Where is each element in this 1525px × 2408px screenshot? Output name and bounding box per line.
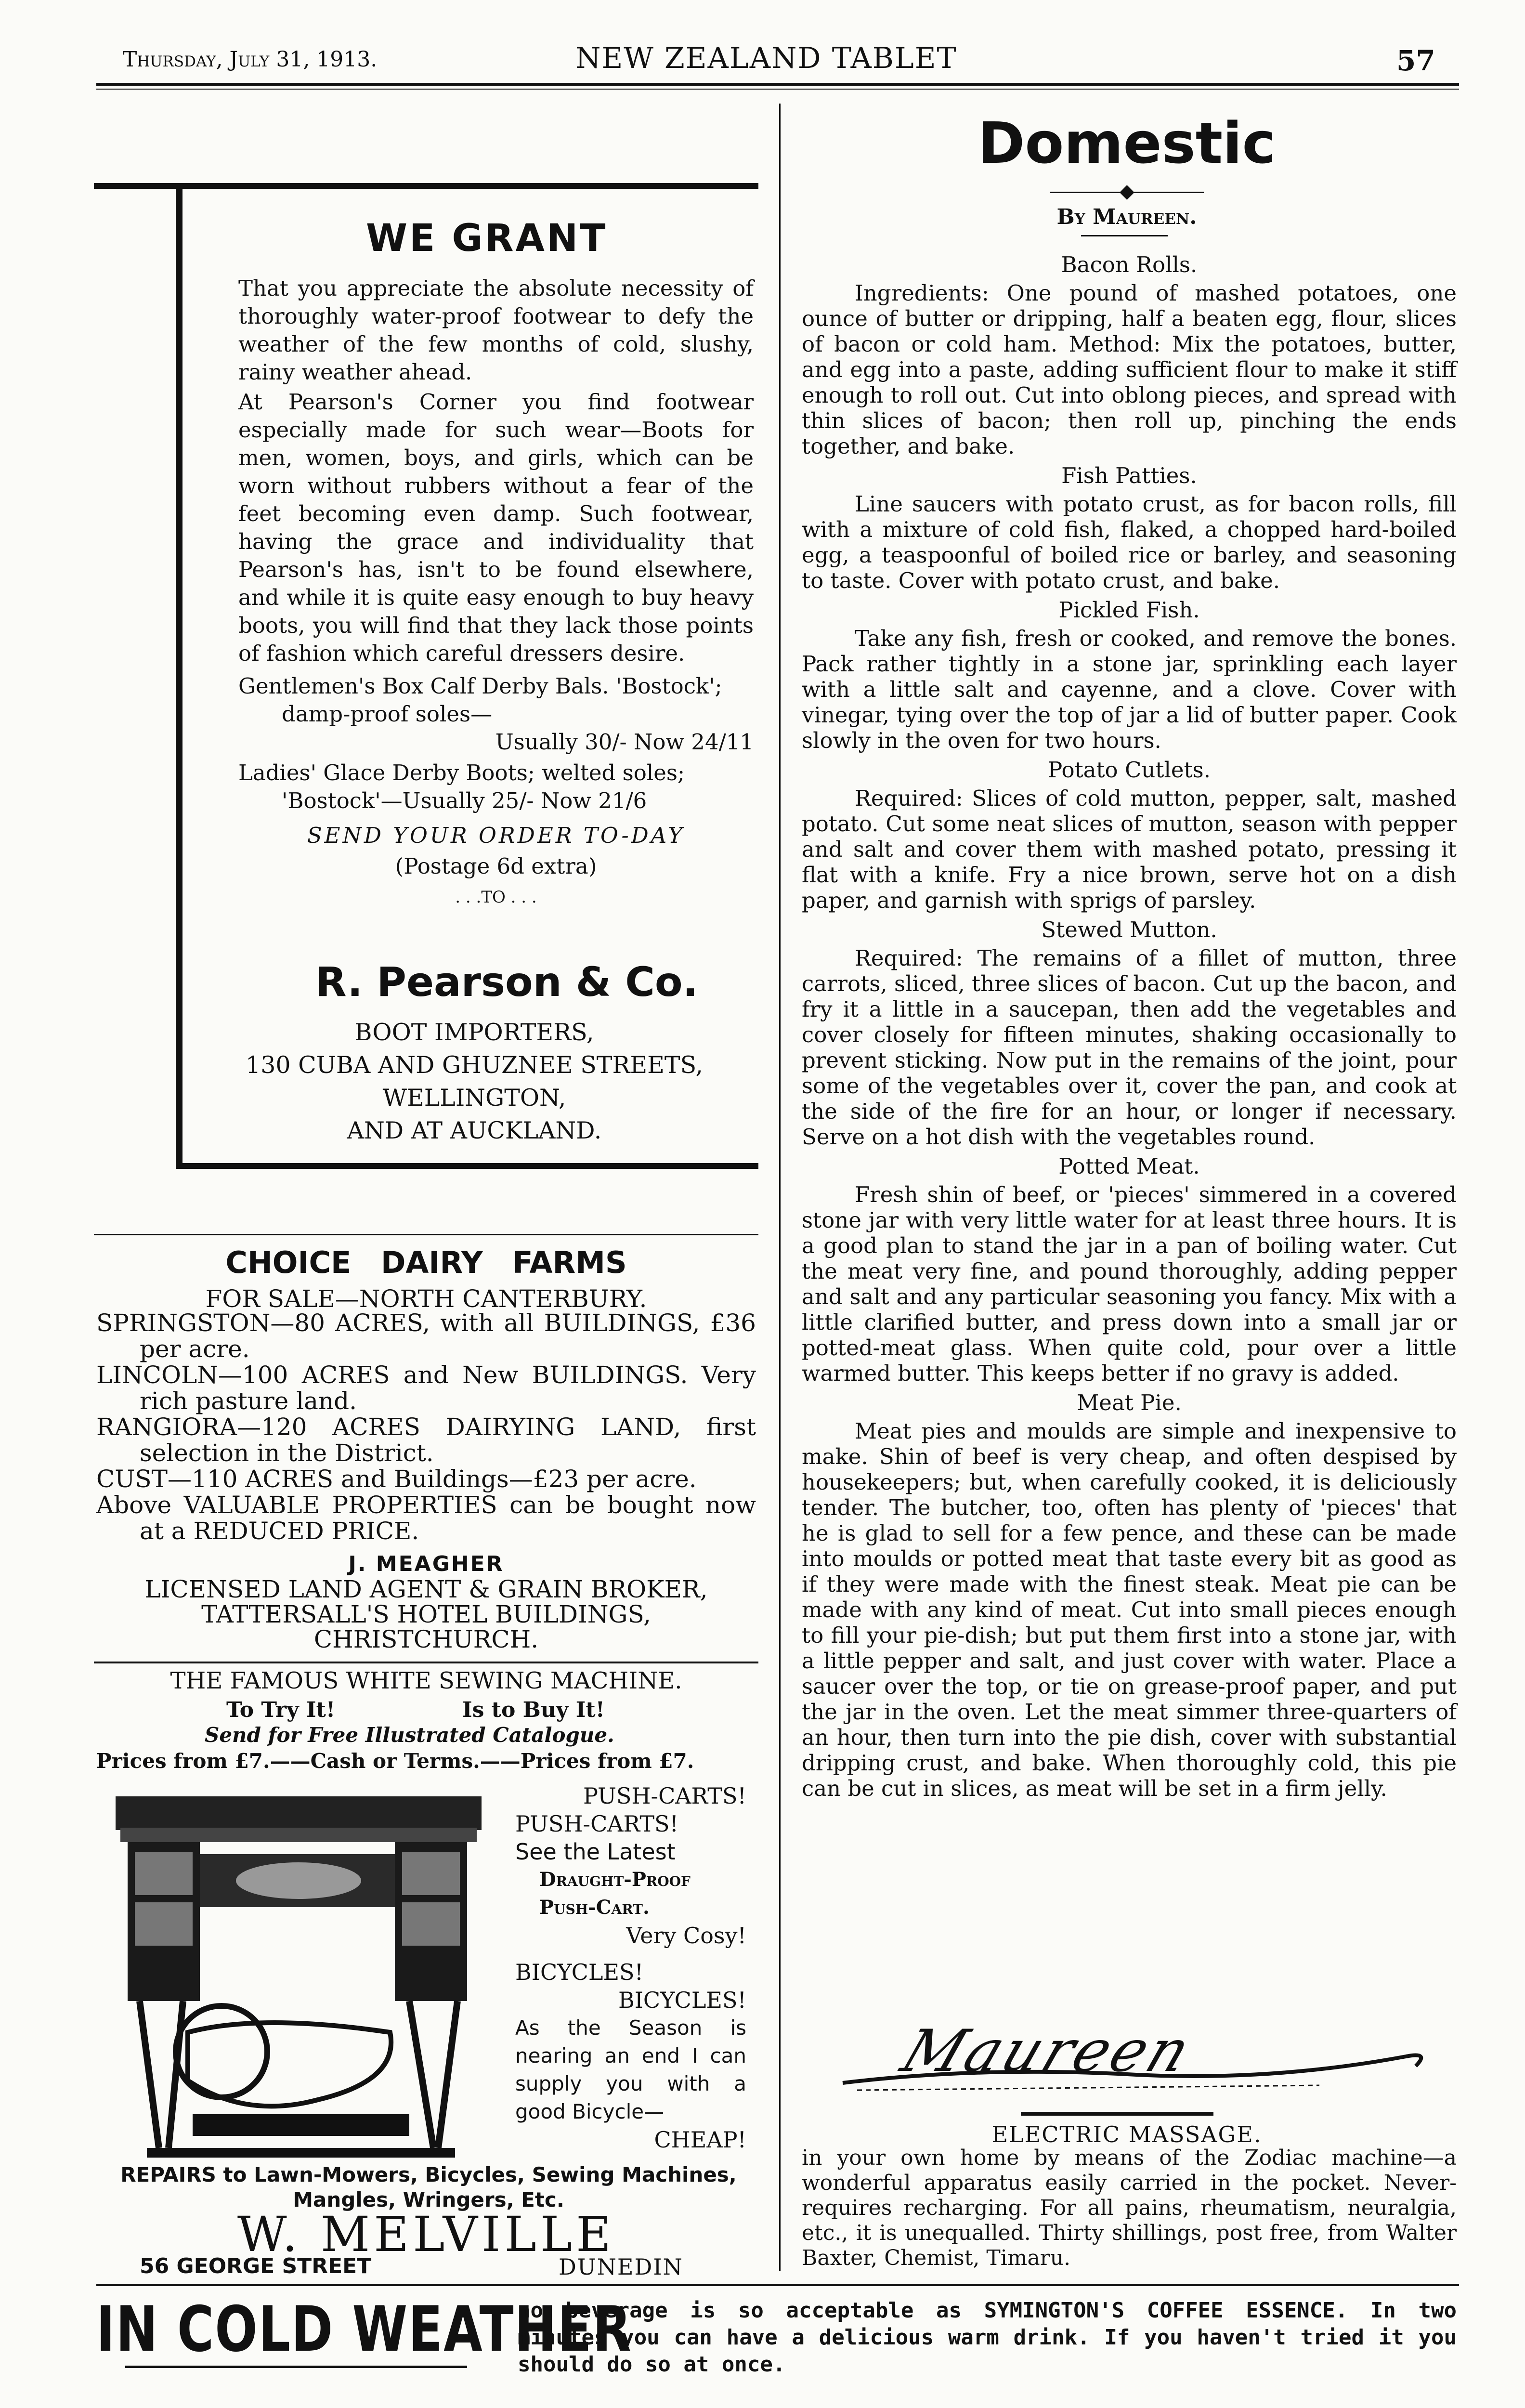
- dairy-agent-line-3: CHRISTCHURCH.: [313, 1625, 539, 1653]
- pearson-company-name: R. Pearson & Co.: [315, 958, 698, 1006]
- header-rule: [96, 83, 1459, 86]
- pearson-ad-bottom-border: [176, 1163, 758, 1169]
- recipe-pickled-fish-title: Pickled Fish.: [1058, 597, 1200, 623]
- dairy-agent-name: J. MEAGHER: [348, 1552, 504, 1576]
- massage-ad-text: in your own home by means of the Zodiac machine—a wonderful apparatus easily carried in the pocket. Never-requires recharging. For all pains, rheumatism, neuralgia, etc., it is unequalled. Thirty shillings, post free, from Walter Baxter, Chemist, Timaru.: [802, 2146, 1457, 2270]
- pearson-ad-body: [238, 275, 754, 911]
- dairy-agent: [94, 1552, 758, 1652]
- domestic-recipes: [802, 248, 1457, 1801]
- melville-city: DUNEDIN: [559, 2254, 683, 2280]
- recipe-meat-pie-title: Meat Pie.: [1077, 1390, 1182, 1415]
- domestic-heading: Domestic: [978, 110, 1276, 176]
- maureen-signature: Maureen: [893, 2018, 1202, 2085]
- recipe-meat-pie-text: Meat pies and moulds are simple and inexpensive to make. Shin of beef is very cheap, and often despised by housekeepers; but, when carefully cooked, it is deliciously tender. The butcher, too, often has plenty of 'pieces' that he is glad to sell for a few pence, and these can be made into moulds or potted meat that taste every bit as good as if they were made with the finest steak. Meat pie can be made with any kind of meat. Cut into small pieces enough to fill your pie-dish; but put them first into a stone jar, with a little pepper and salt, and just cover with water. Place a saucer over the top, or tie on grease-proof paper, and put the jar in the oven. Let the meat simmer three-quarters of an hour, then turn into the pie dish, cover with substantial dripping crust, and bake. When thoroughly cold, this pie can be cut in slices, as meat will be set in a firm jelly.: [802, 1418, 1457, 1801]
- dairy-listing-note: Above VALUABLE PROPERTIES can be bought now at a REDUCED PRICE.: [96, 1491, 756, 1545]
- pearson-ad-to: . . .TO . . .: [455, 888, 537, 907]
- recipe-pickled-fish-text: Take any fish, fresh or cooked, and remove the bones. Pack rather tightly in a stone jar, sprinkling each layer with a little salt and cayenne, and a clove. Cover with vinegar, tying over the top of jar a lid of butter paper. Cook slowly in the oven for two hours.: [802, 626, 1457, 753]
- pearson-ad-item-1: Gentlemen's Box Calf Derby Bals. 'Bostock'; damp-proof soles—: [238, 673, 722, 727]
- coffee-ad-heading-underline: [125, 2366, 467, 2368]
- domestic-ornament-icon: ◆: [1120, 180, 1134, 202]
- header-rule-thin: [96, 89, 1459, 90]
- pushcart-text: [515, 1782, 746, 2154]
- bicycles-season: As the Season is nearing an end I can supply you with a good Bicycle—: [515, 2016, 746, 2123]
- sewing-ad-heading: THE FAMOUS WHITE SEWING MACHINE.: [170, 1667, 682, 1694]
- dairy-ad-listings: [96, 1310, 756, 1544]
- pushcart-cosy: Very Cosy!: [626, 1923, 746, 1949]
- pushcart-see: See the Latest: [515, 1839, 676, 1865]
- pushcart-name: Push-Cart.: [539, 1896, 650, 1919]
- domestic-byline: By Maureen.: [1056, 205, 1197, 229]
- bicycles-line-2: BICYCLES!: [618, 1987, 746, 2013]
- coffee-ad-heading: IN COLD WEATHER: [96, 2292, 632, 2366]
- bottom-ad-rule: [96, 2284, 1459, 2286]
- sewing-ad-repairs: REPAIRS to Lawn-Mowers, Bicycles, Sewing Machines, Mangles, Wringers, Etc.: [120, 2163, 737, 2212]
- melville-name: W. MELVILLE: [237, 2206, 615, 2263]
- pearson-ad-paragraph-1: That you appreciate the absolute necessity of thoroughly water-proof footwear to defy the weather of the few months of cold, slushy, rainy weather ahead.: [238, 275, 754, 385]
- dairy-ad-top-rule: [94, 1234, 758, 1235]
- pearson-ad-postage: (Postage 6d extra): [395, 853, 597, 879]
- dairy-agent-line-1: LICENSED LAND AGENT & GRAIN BROKER,: [144, 1575, 708, 1603]
- pearson-address: [202, 1016, 746, 1147]
- dairy-listing-lincoln: LINCOLN—100 ACRES and New BUILDINGS. Very rich pasture land.: [96, 1361, 756, 1415]
- recipe-potato-cutlets-text: Required: Slices of cold mutton, pepper, salt, mashed potato. Cut some neat slices of mutton, season with pepper and salt and cover them with mashed potato, pressing it flat with a knife. Fry a nice brown, serve hot on a dish paper, and garnish with sprigs of parsley.: [802, 785, 1457, 913]
- pearson-address-line-4: AND AT AUCKLAND.: [347, 1117, 602, 1144]
- recipe-potted-meat-title: Potted Meat.: [1058, 1153, 1200, 1179]
- column-divider: [779, 104, 781, 2271]
- pearson-ad-paragraph-2: At Pearson's Corner you find footwear especially made for such wear—Boots for men, women, boys, and girls, which can be worn without rubbers without a fear of the feet becoming even damp. Such footwear, having the grace and individuality that Pearson's has, isn't to be found elsewhere, and while it is quite easy enough to buy heavy boots, you will find that they lack those points of fashion which careful dressers desire.: [238, 389, 754, 666]
- sewing-ad-prices: Prices from £7.——Cash or Terms.——Prices from £7.: [96, 1749, 694, 1773]
- bicycles-line-1: BICYCLES!: [515, 1959, 644, 1985]
- header-page-number: 57: [1396, 44, 1435, 77]
- recipe-potato-cutlets-title: Potato Cutlets.: [1048, 757, 1211, 783]
- sewing-ad-top-rule: [94, 1662, 758, 1663]
- pearson-address-line-3: WELLINGTON,: [382, 1084, 566, 1112]
- pushcart-line-2: PUSH-CARTS!: [515, 1811, 679, 1837]
- pushcart-draught: Draught-Proof: [539, 1868, 691, 1891]
- massage-ad-rule: [1021, 2112, 1213, 2116]
- pushcart-line-1: PUSH-CARTS!: [583, 1783, 746, 1809]
- sewing-ad-try: To Try It!: [226, 1698, 336, 1722]
- header-date: Thursday, July 31, 1913.: [123, 47, 378, 72]
- pearson-ad-order: SEND YOUR ORDER TO-DAY: [307, 823, 685, 848]
- recipe-bacon-rolls-title: Bacon Rolls.: [1061, 252, 1198, 277]
- sewing-ad-buy: Is to Buy It!: [462, 1698, 605, 1722]
- dairy-listing-cust: CUST—110 ACRES and Buildings—£23 per acre.: [96, 1465, 697, 1493]
- pearson-ad-item-1-price: Usually 30/- Now 24/11: [495, 729, 754, 755]
- pearson-address-line-2: 130 CUBA AND GHUZNEE STREETS,: [246, 1051, 703, 1079]
- byline-rule: [1081, 235, 1168, 236]
- pearson-address-line-1: BOOT IMPORTERS,: [354, 1019, 594, 1046]
- dairy-ad-heading: CHOICE DAIRY FARMS: [225, 1245, 627, 1280]
- pearson-ad-heading: WE GRANT: [366, 217, 608, 260]
- recipe-potted-meat-text: Fresh shin of beef, or 'pieces' simmered in a covered stone jar with very little water for at least three hours. It is a good plan to stand the jar in a pan of boiling water. Cut the meat very fine, and pound thoroughly, adding pepper and salt and any particular seasoning you fancy. Mix with a little clarified butter, and press down into a small jar or potted-meat glass. When quite cold, pour over a little warmed butter. This keeps better if no gravy is added.: [802, 1182, 1457, 1386]
- dairy-agent-line-2: TATTERSALL'S HOTEL BUILDINGS,: [201, 1600, 651, 1628]
- pearson-ad-top-border: [94, 183, 758, 189]
- melville-street: 56 GEORGE STREET: [140, 2254, 372, 2278]
- header-title: NEW ZEALAND TABLET: [575, 41, 957, 75]
- dairy-listing-rangiora: RANGIORA—120 ACRES DAIRYING LAND, first selection in the District.: [96, 1413, 756, 1467]
- bicycles-cheap: CHEAP!: [654, 2127, 746, 2153]
- recipe-stewed-mutton-text: Required: The remains of a fillet of mutton, three carrots, sliced, three slices of bacon. Cut up the bacon, and fry it a little in a saucepan, then add the vegetables and cover closely for fifteen minutes, shaking occasionally to prevent sticking. Now put in the remains of the joint, pour some of the vegetables over it, cover the pan, and cook at the side of the fire for an hour, or longer if necessary. Serve on a hot dish with the vegetables round.: [802, 945, 1457, 1150]
- dairy-ad-subheading: FOR SALE—NORTH CANTERBURY.: [205, 1285, 647, 1313]
- recipe-fish-patties-text: Line saucers with potato crust, as for bacon rolls, fill with a mixture of cold fish, flaked, a chopped hard-boiled egg, a teaspoonful of boiled rice or barley, and seasoning to taste. Cover with potato crust, and bake.: [802, 491, 1457, 593]
- recipe-fish-patties-title: Fish Patties.: [1061, 463, 1197, 488]
- pearson-ad-item-2: Ladies' Glace Derby Boots; welted soles; 'Bostock'—Usually 25/- Now 21/6: [238, 760, 685, 813]
- coffee-ad-text: no beverage is so acceptable as SYMINGTON'S COFFEE ESSENCE. In two minutes you can have a delicious warm drink. If you haven't tried it you should do so at once.: [518, 2298, 1457, 2377]
- recipe-bacon-rolls-text: Ingredients: One pound of mashed potatoes, one ounce of butter or dripping, half a beaten egg, flour, slices of bacon or cold ham. Method: Mix the potatoes, butter, and egg into a paste, adding sufficient flour to make it stiff enough to roll out. Cut into oblong pieces, and spread with thin slices of bacon; then roll up, pinching the ends together, and bake.: [802, 280, 1457, 459]
- pearson-ad-left-border: [176, 183, 182, 1168]
- sewing-ad-send: Send for Free Illustrated Catalogue.: [205, 1723, 614, 1747]
- massage-ad-heading: ELECTRIC MASSAGE.: [991, 2121, 1262, 2147]
- sewing-machine-illustration: [101, 1782, 501, 2167]
- signature-flourish: [838, 2037, 1435, 2095]
- recipe-stewed-mutton-title: Stewed Mutton.: [1041, 917, 1217, 942]
- dairy-listing-springston: SPRINGSTON—80 ACRES, with all BUILDINGS, £36 per acre.: [96, 1309, 756, 1363]
